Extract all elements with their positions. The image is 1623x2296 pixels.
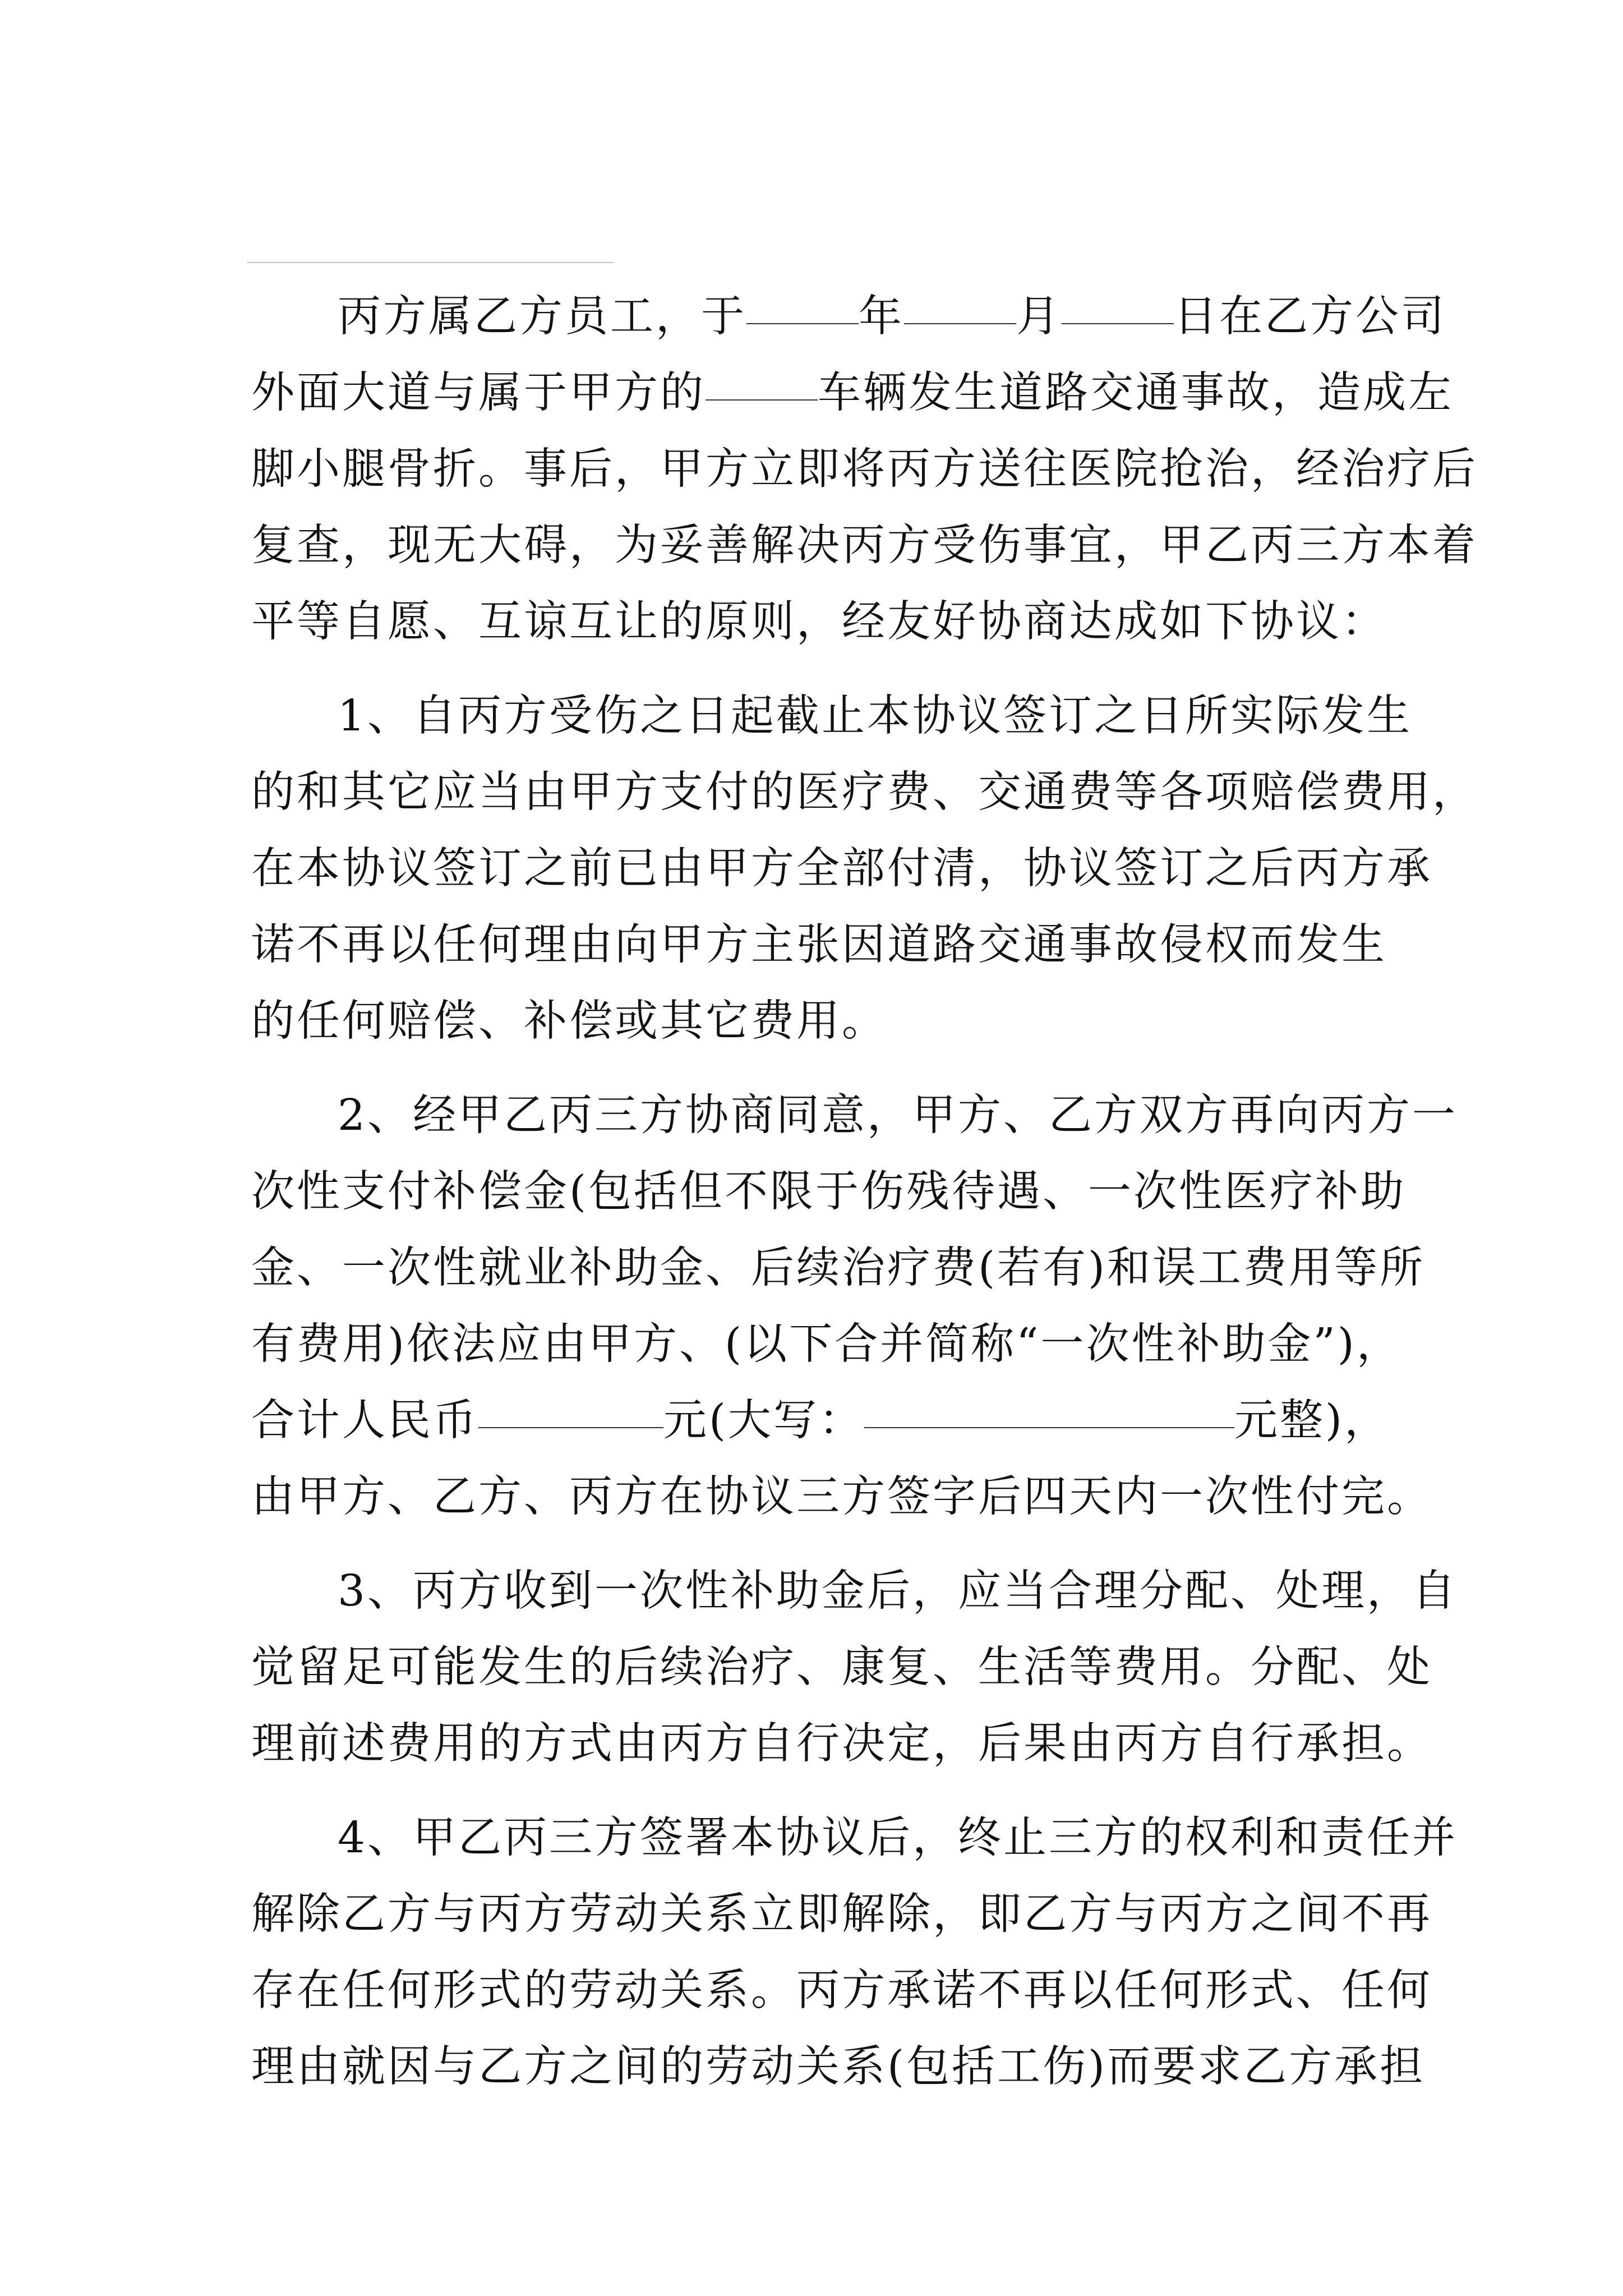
- text-line: [251, 508, 1478, 584]
- text-segment: 复查，现无大碍，为妥善解决丙方受伤事宜，甲乙丙三方本着: [251, 521, 1478, 570]
- text-line: [251, 1706, 1432, 1782]
- text-line: [251, 431, 1478, 508]
- text-segment: 诺不再以任何理由向甲方主张因道路交通事故侵权而发生: [251, 920, 1387, 970]
- text-line: [251, 1459, 1432, 1535]
- text-line: [251, 1154, 1407, 1230]
- text-segment: 由甲方、乙方、丙方在协议三方签字后四天内一次性付完。: [251, 1472, 1432, 1522]
- header-rule: [247, 262, 614, 263]
- date-day-blank: [1062, 287, 1174, 324]
- text-line: [251, 279, 1446, 355]
- amount-words-blank: [864, 1391, 1234, 1428]
- text-segment: 4、甲乙丙三方签署本协议后，终止三方的权利和责任并: [338, 1813, 1458, 1863]
- text-segment: 觉留足可能发生的后续治疗、康复、生活等费用。分配、处: [251, 1642, 1432, 1692]
- text-segment: 金、一次性就业补助金、后续治疗费(若有)和误工费用等所: [251, 1243, 1426, 1293]
- text-segment: 日在乙方公司: [1174, 292, 1446, 342]
- text-segment: 的和其它应当由甲方支付的医疗费、交通费等各项赔偿费用，: [251, 767, 1478, 817]
- text-segment: 月: [1016, 292, 1062, 342]
- date-month-blank: [904, 287, 1016, 324]
- text-line: [251, 678, 1412, 754]
- text-segment: 年: [859, 292, 904, 342]
- text-line: [251, 754, 1478, 831]
- text-segment: 外面大道与属于甲方的: [251, 368, 706, 418]
- text-segment: 解除乙方与丙方劳动关系立即解除，即乙方与丙方之间不再: [251, 1889, 1432, 1939]
- text-line: [251, 1230, 1426, 1306]
- text-segment: 在本协议签订之前已由甲方全部付清，协议签订之后丙方承: [251, 844, 1432, 894]
- text-line: [251, 1953, 1432, 2029]
- text-line: [251, 1876, 1432, 1953]
- text-segment: 脚小腿骨折。事后，甲方立即将丙方送往医院抢治，经治疗后: [251, 444, 1478, 494]
- text-segment: 存在任何形式的劳动关系。丙方承诺不再以任何形式、任何: [251, 1966, 1432, 2016]
- text-line: [251, 1078, 1458, 1154]
- text-segment: 理由就因与乙方之间的劳动关系(包括工伤)而要求乙方承担: [251, 2042, 1426, 2092]
- text-segment: 合计人民币: [251, 1396, 478, 1446]
- text-segment: 平等自愿、互谅互让的原则，经友好协商达成如下协议：: [251, 597, 1387, 647]
- text-segment: 2、经甲乙丙三方协商同意，甲方、乙方双方再向丙方一: [338, 1091, 1458, 1140]
- amount-numeric-blank: [478, 1391, 663, 1428]
- text-line: [251, 1383, 1401, 1459]
- text-line: [251, 1630, 1432, 1706]
- text-segment: 1、自丙方受伤之日起截止本协议签订之日所实际发生: [338, 691, 1412, 741]
- date-year-blank: [746, 287, 859, 324]
- text-segment: 车辆发生道路交通事故，造成左: [818, 368, 1454, 418]
- text-line: [251, 355, 1454, 431]
- text-segment: 丙方属乙方员工，于: [338, 292, 746, 342]
- text-line: [251, 1800, 1458, 1876]
- text-line: [251, 584, 1401, 660]
- text-segment: 次性支付补偿金(包括但不限于伤残待遇、一次性医疗补助: [251, 1167, 1407, 1217]
- vehicle-blank: [706, 364, 818, 401]
- agreement-body: [251, 279, 1478, 2105]
- text-segment: 理前述费用的方式由丙方自行决定，后果由丙方自行承担。: [251, 1719, 1432, 1769]
- text-line: [251, 1553, 1458, 1630]
- text-line: [251, 1306, 1401, 1383]
- text-line: [251, 2029, 1426, 2105]
- text-segment: 元(大写：: [663, 1396, 865, 1446]
- text-line: [251, 983, 1401, 1060]
- text-segment: 有费用)依法应由甲方、(以下合并简称“一次性补助金”)，: [251, 1319, 1402, 1369]
- text-segment: 的任何赔偿、补偿或其它费用。: [251, 996, 887, 1046]
- text-segment: 3、丙方收到一次性补助金后，应当合理分配、处理，自: [338, 1566, 1458, 1616]
- text-segment: 元整)，: [1234, 1396, 1390, 1446]
- text-line: [251, 907, 1401, 983]
- text-line: [251, 831, 1432, 907]
